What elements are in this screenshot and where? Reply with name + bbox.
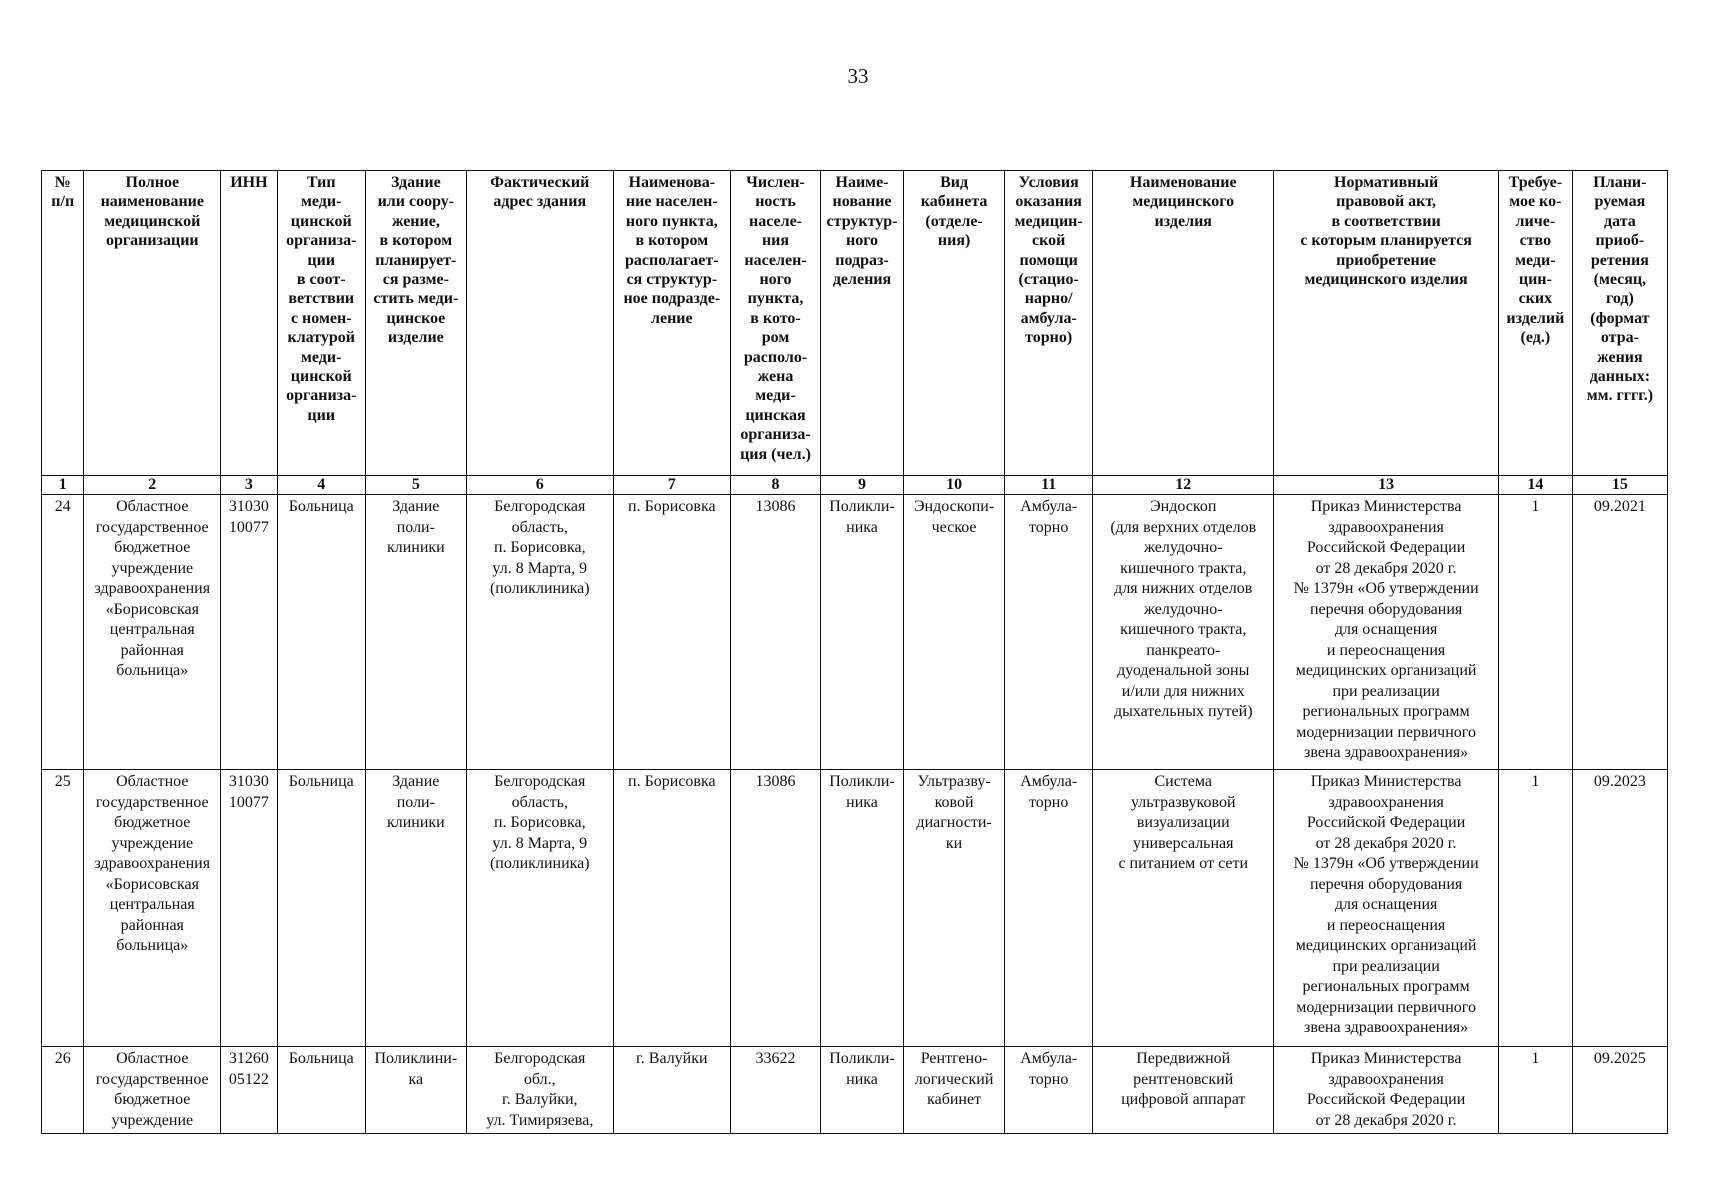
table-cell: Здание поли- клиники [365,770,466,1047]
table-cell: 25 [42,770,84,1047]
table-cell: Ультразву- ковой диагности- ки [904,770,1005,1047]
table-cell: 13086 [730,770,820,1047]
table-cell: 1 [1498,770,1572,1047]
column-index: 11 [1005,476,1093,495]
column-index: 13 [1274,476,1499,495]
table-cell: 09.2021 [1572,495,1667,770]
table-cell: Система ультразвуковой визуализации универсальная с питанием от сети [1093,770,1274,1047]
table-cell: Областное государственное бюджетное учреждение здравоохранения «Борисовская центральная районная больница» [84,495,221,770]
table-cell: Белгородская область, п. Борисовка, ул. 8 Марта, 9 (поликлиника) [466,770,613,1047]
column-index: 4 [277,476,365,495]
equipment-table [41,170,1668,1134]
table-cell: 24 [42,495,84,770]
table-cell: 31260 05122 [221,1047,278,1134]
column-index: 9 [821,476,904,495]
table-cell: Приказ Министерства здравоохранения Российской Федерации от 28 декабря 2020 г. № 1379н «Об утверждении перечня оборудования для оснащения и переоснащения медицинских организаций при реализации региональных программ модернизации первичного звена здравоохранения» [1274,770,1499,1047]
column-header: Требуе- мое ко- личе- ство меди- цин- ских изделий (ед.) [1498,171,1572,476]
table-cell: 09.2023 [1572,770,1667,1047]
column-header: Вид кабинета (отделе- ния) [904,171,1005,476]
table-cell: Поликли- ника [821,495,904,770]
table-cell: 26 [42,1047,84,1134]
column-index: 1 [42,476,84,495]
column-header: Нормативный правовой акт, в соответствии с которым планируется приобретение медицинского изделия [1274,171,1499,476]
table-cell: Эндоскопи- ческое [904,495,1005,770]
table-cell: Областное государственное бюджетное учреждение здравоохранения «Борисовская центральная районная больница» [84,770,221,1047]
table-cell: Белгородская область, п. Борисовка, ул. 8 Марта, 9 (поликлиника) [466,495,613,770]
column-header: Наименова- ние населен- ного пункта, в котором располагает- ся структур- ное подразде- ление [613,171,730,476]
table-cell: 09.2025 [1572,1047,1667,1134]
table-cell: Здание поли- клиники [365,495,466,770]
table-cell: Эндоскоп (для верхних отделов желудочно- кишечного тракта, для нижних отделов желудочно- кишечного тракта, панкреато- дуоденальной зоны и/или для нижних дыхательных путей) [1093,495,1274,770]
table-cell: Поликлини- ка [365,1047,466,1134]
column-index-row [42,476,1668,495]
column-header: Тип меди- цинской организа- ции в соот- ветствии с номен- клатурой меди- цинской организа- ции [277,171,365,476]
table-cell: Приказ Министерства здравоохранения Российской Федерации от 28 декабря 2020 г. [1274,1047,1499,1134]
column-header: Числен- ность населе- ния населен- ного пункта, в кото- ром располо- жена меди- цинская организа- ция (чел.) [730,171,820,476]
column-header: Полное наименование медицинской организации [84,171,221,476]
table-cell: 13086 [730,495,820,770]
table-cell: Передвижной рентгеновский цифровой аппарат [1093,1047,1274,1134]
column-index: 5 [365,476,466,495]
table-cell: Приказ Министерства здравоохранения Российской Федерации от 28 декабря 2020 г. № 1379н «Об утверждении перечня оборудования для оснащения и переоснащения медицинских организаций при реализации региональных программ модернизации первичного звена здравоохранения» [1274,495,1499,770]
table-header-row [42,171,1668,476]
column-index: 15 [1572,476,1667,495]
column-index: 7 [613,476,730,495]
column-index: 12 [1093,476,1274,495]
column-index: 14 [1498,476,1572,495]
column-index: 10 [904,476,1005,495]
table-cell: Рентгено- логический кабинет [904,1047,1005,1134]
table-cell: 31030 10077 [221,770,278,1047]
table-cell: Амбула- торно [1005,770,1093,1047]
column-header: Наименование медицинского изделия [1093,171,1274,476]
table-cell: 31030 10077 [221,495,278,770]
table-row [42,495,1668,770]
column-index: 6 [466,476,613,495]
column-header: № п/п [42,171,84,476]
table-row [42,770,1668,1047]
table-cell: Больница [277,495,365,770]
table-cell: г. Валуйки [613,1047,730,1134]
table-cell: 33622 [730,1047,820,1134]
column-header: Фактический адрес здания [466,171,613,476]
table-cell: Амбула- торно [1005,1047,1093,1134]
table-cell: 1 [1498,1047,1572,1134]
table-cell: Больница [277,770,365,1047]
column-index: 2 [84,476,221,495]
page-number: 33 [847,64,869,88]
column-header: Здание или соору- жение, в котором планирует- ся разме- стить меди- цинское изделие [365,171,466,476]
table-cell: п. Борисовка [613,495,730,770]
table-cell: Белгородская обл., г. Валуйки, ул. Тимирязева, [466,1047,613,1134]
table-row [42,1047,1668,1134]
table-cell: Амбула- торно [1005,495,1093,770]
column-header: ИНН [221,171,278,476]
table-cell: Областное государственное бюджетное учреждение [84,1047,221,1134]
table-cell: Больница [277,1047,365,1134]
table-cell: Поликли- ника [821,1047,904,1134]
table-cell: 1 [1498,495,1572,770]
column-index: 8 [730,476,820,495]
column-index: 3 [221,476,278,495]
table-cell: Поликли- ника [821,770,904,1047]
table-cell: п. Борисовка [613,770,730,1047]
column-header: Условия оказания медицин- ской помощи (стацио- нарно/ амбула- торно) [1005,171,1093,476]
column-header: Плани- руемая дата приоб- ретения (месяц, год) (формат отра- жения данных: мм. гггг.) [1572,171,1667,476]
column-header: Наиме- нование структур- ного подраз- деления [821,171,904,476]
